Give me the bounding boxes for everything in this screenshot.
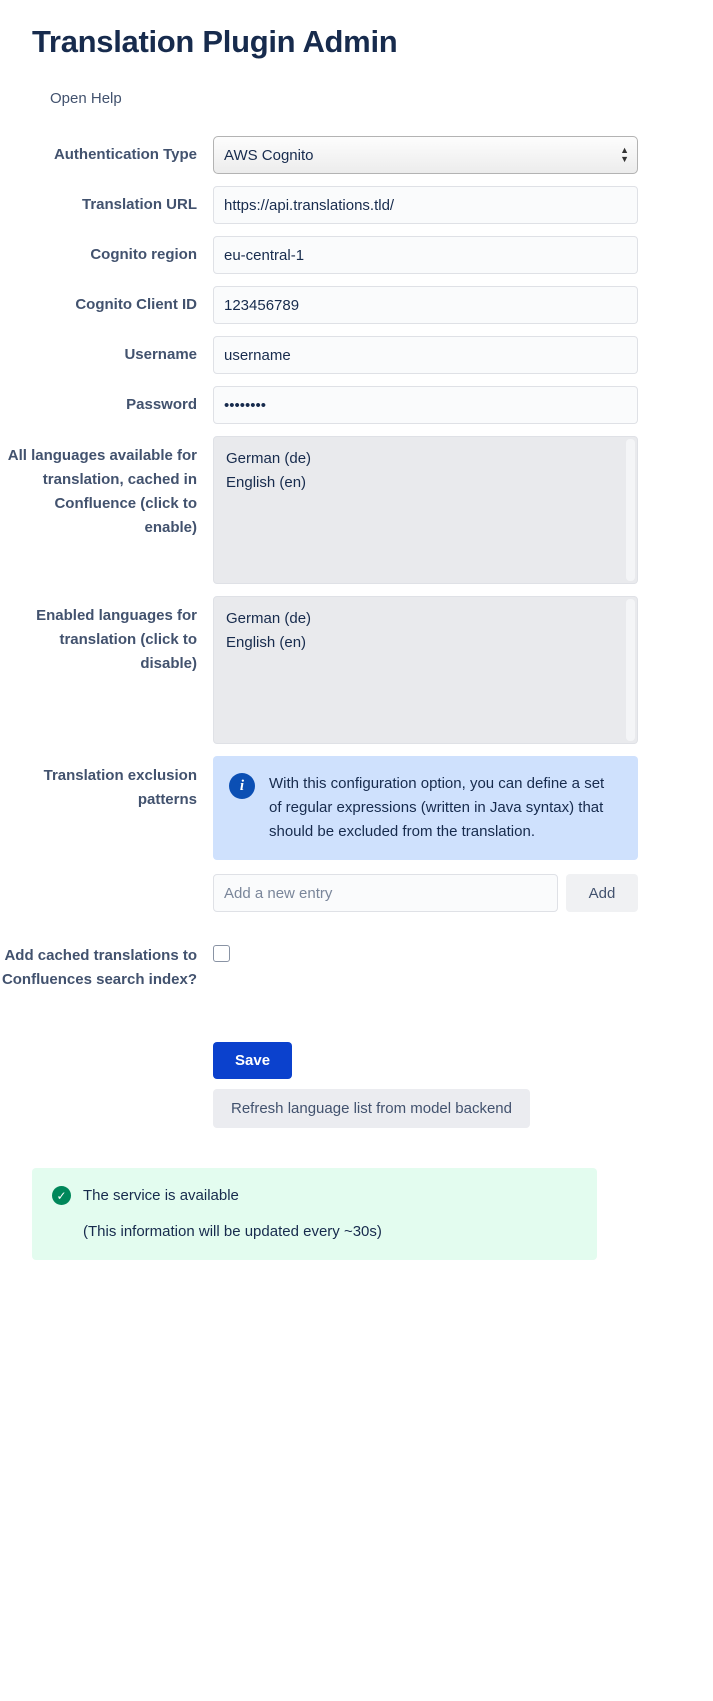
scrollbar[interactable] [626,439,635,581]
list-item[interactable]: English (en) [226,474,307,491]
field-exclusion-patterns [0,756,713,912]
enabled-languages-label: Enabled languages for translation (click to disable) [36,607,197,672]
cognito-region-input[interactable] [213,236,638,274]
admin-form [0,136,713,1128]
list-item[interactable]: German (de) [226,610,312,627]
enabled-languages-listbox[interactable] [213,596,638,744]
search-index-label: Add cached translations to Confluences search index? [1,947,197,988]
refresh-language-list-button[interactable]: Refresh language list from model backend [213,1089,530,1128]
field-username [0,336,713,374]
cognito-client-id-input[interactable] [213,286,638,324]
exclusion-info-text: With this configuration option, you can define a set of regular expressions (written in Java syntax) that should be excluded from the translation. [269,775,605,840]
cognito-region-label: Cognito region [90,246,197,263]
auth-type-label: Authentication Type [53,146,197,163]
username-label: Username [124,346,197,363]
password-label: Password [126,396,197,413]
password-input[interactable] [213,386,638,424]
field-enabled-languages [0,596,713,744]
new-entry-input[interactable] [213,874,558,912]
info-icon: i [229,773,255,799]
field-search-index [0,936,713,992]
list-item[interactable]: English (en) [226,634,307,651]
username-input[interactable] [213,336,638,374]
open-help-link[interactable]: Open Help [50,90,122,107]
status-banner [32,1168,597,1260]
page-title: Translation Plugin Admin [32,24,398,59]
chevron-updown-icon: ▲ ▼ [620,145,629,164]
cognito-client-id-label: Cognito Client ID [75,296,197,313]
auth-type-select[interactable] [213,136,638,174]
all-languages-listbox[interactable] [213,436,638,584]
check-circle-icon: ✓ [52,1186,71,1205]
status-message: The service is available [83,1187,239,1204]
exclusion-entry-row [213,874,638,912]
all-languages-label: All languages available for translation, cached in Confluence (click to enable) [7,447,197,536]
field-cognito-region [0,236,713,274]
field-translation-url [0,186,713,224]
field-all-languages [0,436,713,584]
field-auth-type [0,136,713,174]
scrollbar[interactable] [626,599,635,741]
field-password [0,386,713,424]
search-index-checkbox[interactable] [213,945,230,962]
exclusion-patterns-label: Translation exclusion patterns [43,767,197,808]
translation-url-input[interactable] [213,186,638,224]
form-actions [0,1042,713,1128]
exclusion-info-panel [213,756,638,860]
field-cognito-client-id [0,286,713,324]
translation-url-label: Translation URL [81,196,197,213]
list-item[interactable]: German (de) [226,450,312,467]
auth-type-select-wrap [213,136,638,174]
status-note: (This information will be updated every ~30s) [83,1223,382,1240]
save-button[interactable]: Save [213,1042,292,1079]
add-entry-button[interactable]: Add [566,874,638,912]
